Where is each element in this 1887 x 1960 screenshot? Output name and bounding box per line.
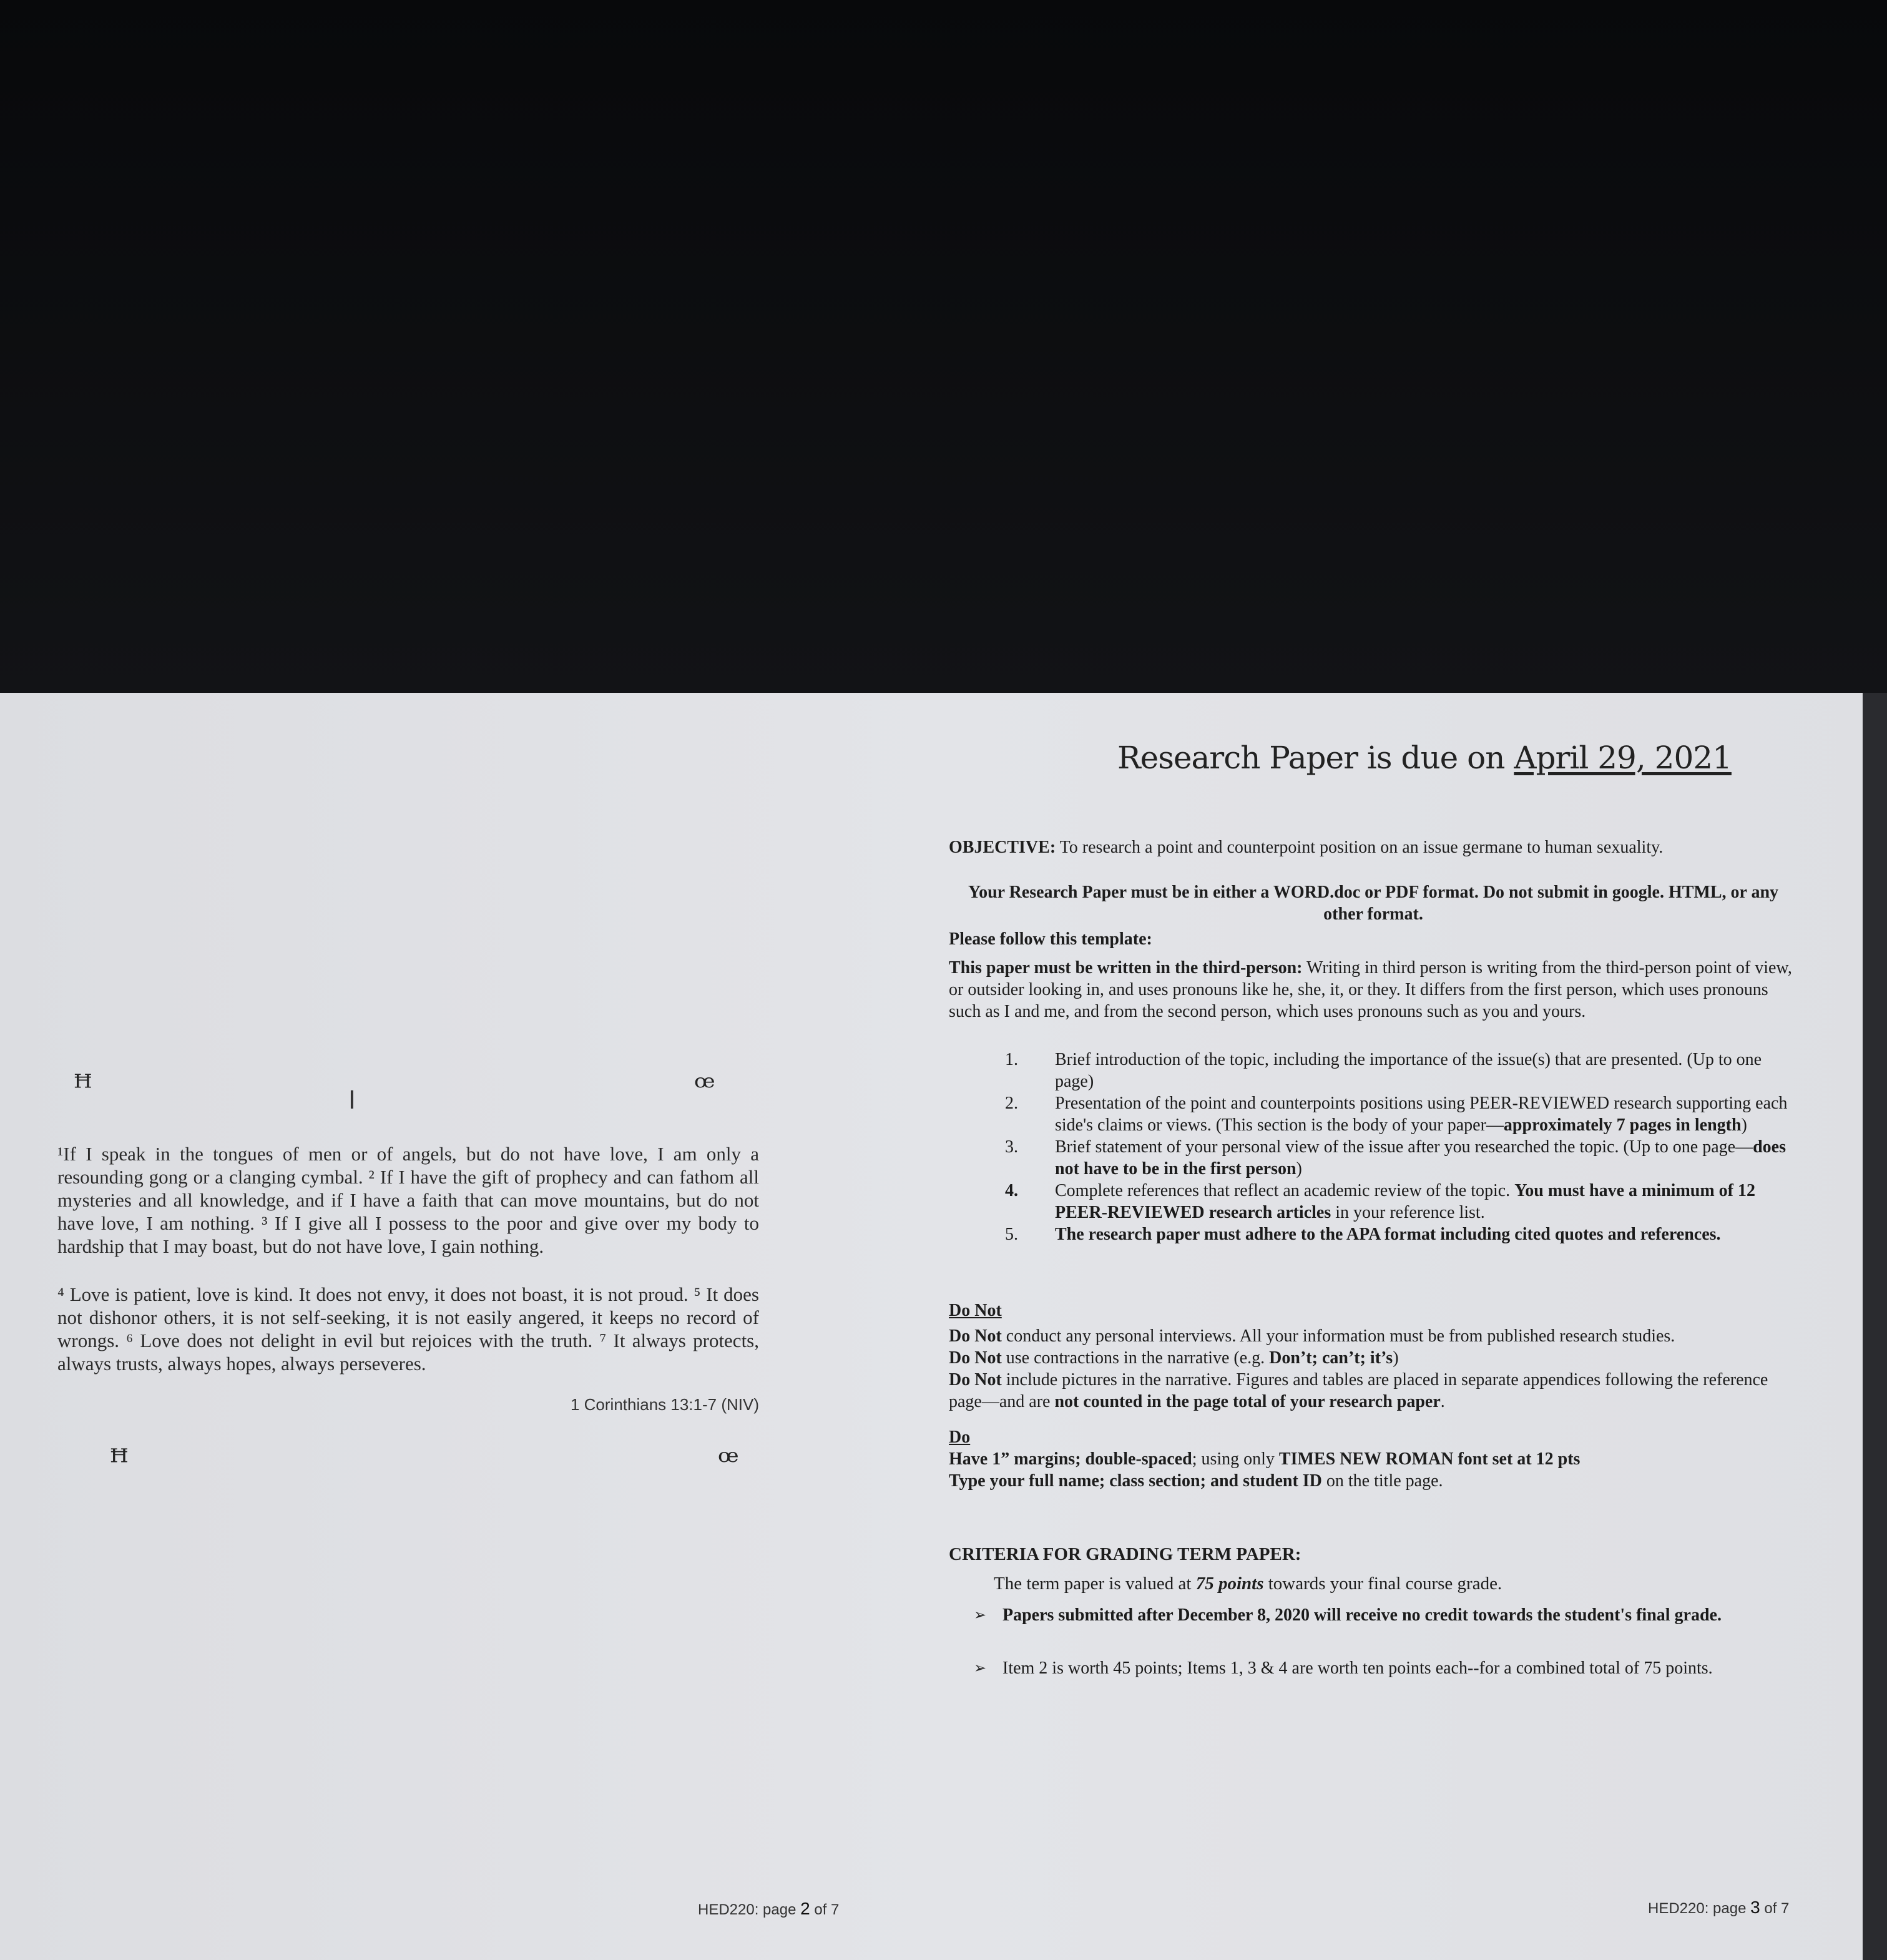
do-not-heading: Do Not xyxy=(949,1301,1002,1320)
ornament-top-left-icon: ꟸ xyxy=(74,1067,92,1107)
verses-1-3: ¹If I speak in the tongues of men or of angels, but do not have love, I am only a resounding gong or a clanging cymbal. ² If I have the gift of prophecy and can fathom all mysteries and all knowledge, and if I have a faith that can move mountains, but do not have love, I am nothing. ³ If I give all I possess to the poor and give over my body to hardship that I may boast, but do not have love, I gain nothing. xyxy=(57,1143,759,1257)
do-not-rule: Do Not include pictures in the narrative. Figures and tables are placed in separate appendices following the reference page—and are not counted in the page total of your research paper. xyxy=(949,1370,1768,1411)
do-rule: Have 1” margins; double-spaced; using only TIMES NEW ROMAN font set at 12 pts xyxy=(949,1449,1581,1469)
objective: OBJECTIVE: To research a point and counterpoint position on an issue germane to human sexuality. xyxy=(949,838,1664,857)
list-item: 5. The research paper must adhere to the APA format including cited quotes and references. xyxy=(1005,1225,1721,1244)
list-item: ➢ Item 2 is worth 45 points; Items 1, 3 & 4 are worth ten points each--for a combined total of 75 points. xyxy=(974,1659,1713,1678)
arrow-bullet-icon: ➢ xyxy=(974,1659,987,1677)
ornament-bottom-right-icon: ꟹ xyxy=(718,1442,739,1481)
dark-background xyxy=(0,0,1887,693)
page-2 xyxy=(0,705,874,1954)
list-item: 2. Presentation of the point and counterpoints positions using PEER-REVIEWED research supporting each side's claims or views. (This section is the body of your paper—approximately 7 pages in length) xyxy=(1005,1094,1788,1135)
list-item: 1. Brief introduction of the topic, including the importance of the issue(s) that are presented. (Up to one page) xyxy=(1005,1050,1762,1091)
page-footer-right: HED220: page 3 of 7 xyxy=(1648,1898,1790,1917)
due-date: April 29, 2021 xyxy=(1514,740,1732,776)
text-cursor-icon: I xyxy=(348,1086,356,1115)
page-title: Research Paper is due on April 29, 2021 xyxy=(1117,740,1732,776)
list-item: 4. Complete references that reflect an academic review of the topic. You must have a minimum of 12 PEER-REVIEWED research articles in your reference list. xyxy=(1005,1181,1755,1222)
format-notice: Your Research Paper must be in either a WORD.doc or PDF format. Do not submit in google. HTML, or any other format. xyxy=(968,883,1779,924)
scripture-reference: 1 Corinthians 13:1-7 (NIV) xyxy=(570,1395,759,1414)
do-rule: Type your full name; class section; and student ID on the title page. xyxy=(949,1471,1443,1491)
list-item: 3. Brief statement of your personal view of the issue after you researched the topic. (Up to one page—does not have to be in the first person) xyxy=(1005,1137,1786,1178)
list-item: ➢ Papers submitted after December 8, 2020 will receive no credit towards the student's final grade. xyxy=(974,1605,1722,1625)
verses-4-7: ⁴ Love is patient, love is kind. It does not envy, it does not boast, it is not proud. ⁵ It does not dishonor others, it is not self-seeking, it is not easily angered, it keeps no record of wrongs. ⁶ Love does not delight in evil but rejoices with the truth. ⁷ It always protects, always trusts, always hopes, always perseveres. xyxy=(57,1283,759,1374)
screen-bezel xyxy=(1863,693,1887,1960)
third-person-paragraph: This paper must be written in the third-person: Writing in third person is writing from the third-person point of view, or outsider looking in, and uses pronouns like he, she, it, or they. It differs from the first person, which uses pronouns such as I and me, and from the second person, which uses pronouns such as you and yours. xyxy=(949,958,1792,1021)
do-not-rule: Do Not conduct any personal interviews. All your information must be from published research studies. xyxy=(949,1326,1675,1346)
do-not-rule: Do Not use contractions in the narrative (e.g. Don’t; can’t; it’s) xyxy=(949,1348,1399,1368)
do-not-section xyxy=(949,1300,1798,1413)
criteria-text: The term paper is valued at 75 points towards your final course grade. xyxy=(994,1574,1502,1594)
criteria-heading: CRITERIA FOR GRADING TERM PAPER: xyxy=(949,1544,1301,1564)
ornament-bottom-left-icon: ꟸ xyxy=(110,1442,129,1481)
page-3 xyxy=(874,705,1848,1954)
ornament-top-right-icon: ꟹ xyxy=(694,1067,715,1107)
do-heading: Do xyxy=(949,1428,971,1447)
do-section xyxy=(949,1426,1798,1492)
criteria-bullets xyxy=(974,1604,1798,1679)
arrow-bullet-icon: ➢ xyxy=(974,1606,987,1624)
template-heading: Please follow this template: xyxy=(949,929,1152,949)
template-list xyxy=(949,1049,1798,1245)
page-footer-left: HED220: page 2 of 7 xyxy=(698,1899,840,1918)
